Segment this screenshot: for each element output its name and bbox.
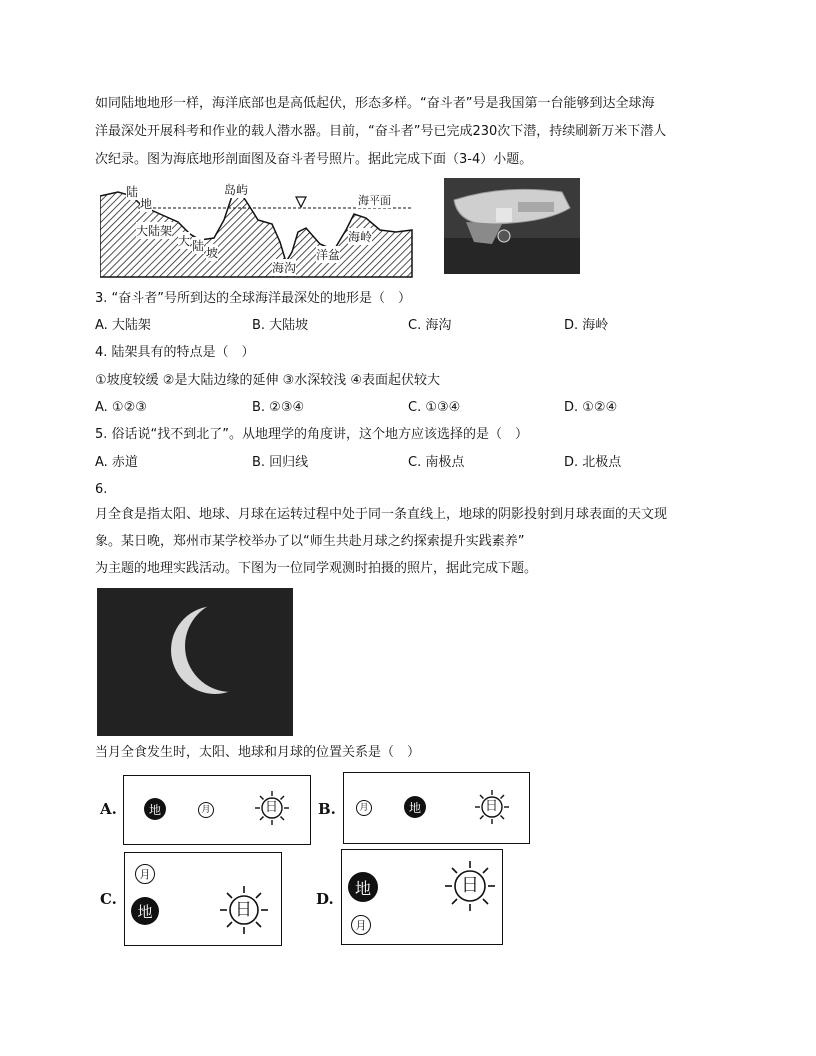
q6-stem: 当月全食发生时，太阳、地球和月球的位置关系是（ ） — [95, 745, 421, 760]
q4-option-a[interactable]: A. ①②③ — [95, 400, 147, 415]
q4-option-b[interactable]: B. ②③④ — [252, 400, 305, 415]
q4-items: ①坡度较缓 ②是大陆边缘的延伸 ③水深较浅 ④表面起伏较大 — [95, 373, 441, 388]
q5-option-b[interactable]: B. 回归线 — [252, 455, 309, 470]
moon-icon: 月 — [356, 800, 372, 816]
q4-option-d[interactable]: D. ①②④ — [564, 400, 618, 415]
intro-line-1: 如同陆地地形一样，海洋底部也是高低起伏，形态多样。“奋斗者”号是我国第一台能够到达全球海 — [95, 96, 655, 111]
seafloor-profile-diagram — [100, 180, 415, 280]
moon-icon: 月 — [135, 864, 155, 884]
sun-icon — [254, 790, 290, 826]
label-island: 岛屿 — [224, 183, 249, 197]
sun-label: 日 — [461, 875, 479, 896]
q5-option-a[interactable]: A. 赤道 — [95, 455, 138, 470]
q3-option-d[interactable]: D. 海岭 — [564, 318, 609, 333]
label-lu: 陆 — [126, 185, 139, 199]
label-trench: 海沟 — [272, 261, 297, 275]
q3-option-c[interactable]: C. 海沟 — [408, 318, 452, 333]
sun-label: 日 — [265, 800, 279, 815]
sun-icon — [219, 885, 269, 935]
moon-photo — [97, 588, 293, 736]
diagram-d-label[interactable]: D. — [316, 890, 334, 908]
q5-option-c[interactable]: C. 南极点 — [408, 455, 465, 470]
earth-icon: 地 — [131, 897, 159, 925]
label-slope-3: 坡 — [206, 246, 219, 260]
diagram-option-a[interactable] — [123, 775, 311, 845]
q6-para-line-3: 为主题的地理实践活动。下图为一位同学观测时拍摄的照片，据此完成下题。 — [95, 561, 538, 576]
earth-icon: 地 — [348, 872, 378, 902]
q6-para-line-1: 月全食是指太阳、地球、月球在运转过程中处于同一条直线上，地球的阴影投射到月球表面的天文现 — [95, 507, 668, 522]
q3-option-b[interactable]: B. 大陆坡 — [252, 318, 309, 333]
diagram-option-c[interactable] — [124, 852, 282, 946]
sea-level-triangle-icon — [296, 197, 306, 207]
label-di: 地 — [140, 197, 153, 211]
diagram-option-b[interactable] — [343, 772, 530, 844]
sun-icon — [474, 789, 510, 825]
q5-option-d[interactable]: D. 北极点 — [564, 455, 622, 470]
submersible-photo-art — [444, 178, 580, 274]
moon-icon: 月 — [198, 802, 214, 818]
label-ridge: 海岭 — [348, 230, 373, 244]
diagram-a-label[interactable]: A. — [100, 800, 117, 818]
q3-option-a[interactable]: A. 大陆架 — [95, 318, 151, 333]
q5-stem: 5. 俗话说“找不到北了”。从地理学的角度讲，这个地方应该选择的是（ ） — [95, 427, 529, 442]
earth-icon: 地 — [144, 798, 166, 820]
intro-line-3: 次纪录。图为海底地形剖面图及奋斗者号照片。据此完成下面（3-4）小题。 — [95, 152, 533, 167]
q4-option-c[interactable]: C. ①③④ — [408, 400, 461, 415]
diagram-option-d[interactable] — [341, 849, 503, 945]
intro-line-2: 洋最深处开展科考和作业的载人潜水器。目前，“奋斗者”号已完成230次下潜，持续刷新万米下潜人 — [95, 124, 667, 139]
q6-para-line-2: 象。某日晚，郑州市某学校举办了以“师生共赴月球之约探索提升实践素养” — [95, 534, 525, 549]
q4-stem: 4. 陆架具有的特点是（ ） — [95, 345, 255, 360]
label-slope-1: 大 — [178, 234, 191, 248]
label-sea-level: 海平面 — [358, 194, 391, 207]
moon-photo-art — [97, 588, 293, 736]
sun-label: 日 — [235, 900, 252, 920]
diagram-c-label[interactable]: C. — [100, 890, 117, 908]
q6-number: 6. — [95, 482, 108, 497]
label-shelf: 大陆架 — [136, 224, 173, 238]
sun-label: 日 — [485, 799, 499, 814]
sun-icon — [444, 860, 496, 912]
earth-icon: 地 — [404, 796, 426, 818]
moon-icon: 月 — [351, 915, 371, 935]
label-basin: 洋盆 — [316, 248, 341, 262]
submersible-photo — [444, 178, 580, 274]
q3-stem: 3. “奋斗者”号所到达的全球海洋最深处的地形是（ ） — [95, 291, 412, 306]
diagram-b-label[interactable]: B. — [318, 800, 336, 818]
label-slope-2: 陆 — [192, 239, 205, 253]
